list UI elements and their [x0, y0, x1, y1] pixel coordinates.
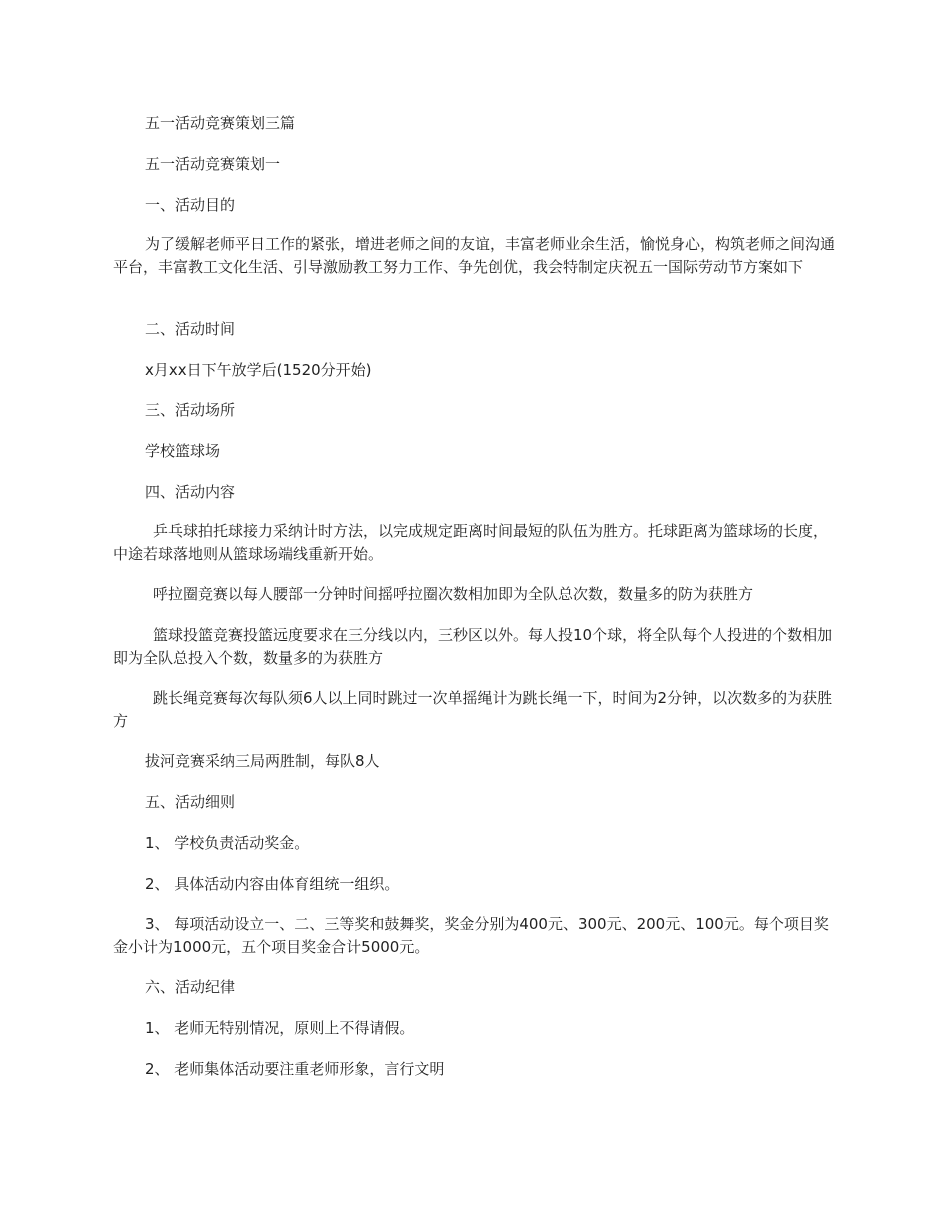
rules-item-3: 3、 每项活动设立一、二、三等奖和鼓舞奖，奖金分别为400元、300元、200元、100元。每个项目奖金小计为1000元，五个项目奖金合计5000元。	[113, 915, 829, 956]
section-body-venue: 学校篮球场	[145, 442, 221, 460]
content-item-tug-of-war: 拔河竞赛采纳三局两胜制，每队8人	[145, 752, 380, 770]
content-item-pingpong: 乒乓球拍托球接力采纳计时方法，以完成规定距离时间最短的队伍为胜方。托球距离为篮球场的长度，中途若球落地则从篮球场端线重新开始。	[113, 522, 829, 563]
discipline-item-2: 2、 老师集体活动要注重老师形象，言行文明	[145, 1060, 445, 1078]
section-body-time: x月xx日下午放学后(1520分开始)	[145, 361, 372, 379]
content-item-jump-rope: 跳长绳竞赛每次每队须6人以上同时跳过一次单摇绳计为跳长绳一下，时间为2分钟，以次数多的为获胜方	[113, 689, 833, 730]
section-heading-purpose: 一、活动目的	[145, 196, 236, 214]
section-body-purpose: 为了缓解老师平日工作的紧张，增进老师之间的友谊，丰富老师业余生活，愉悦身心，构筑老师之间沟通平台，丰富教工文化生活、引导激励教工努力工作、争先创优，我会特制定庆祝五一国际劳动节方案如下	[113, 235, 836, 276]
section-heading-content: 四、活动内容	[145, 483, 236, 501]
discipline-item-1: 1、 老师无特别情况，原则上不得请假。	[145, 1019, 415, 1037]
document-subtitle: 五一活动竞赛策划一	[145, 155, 281, 173]
section-heading-venue: 三、活动场所	[145, 401, 236, 419]
document-title: 五一活动竞赛策划三篇	[145, 114, 296, 132]
section-heading-discipline: 六、活动纪律	[145, 978, 236, 996]
rules-item-1: 1、 学校负责活动奖金。	[145, 834, 310, 852]
section-heading-rules: 五、活动细则	[145, 793, 236, 811]
rules-item-2: 2、 具体活动内容由体育组统一组织。	[145, 875, 400, 893]
content-item-basketball: 篮球投篮竞赛投篮远度要求在三分线以内，三秒区以外。每人投10个球，将全队每个人投进的个数相加即为全队总投入个数，数量多的为获胜方	[113, 626, 833, 667]
content-item-hula-hoop: 呼拉圈竞赛以每人腰部一分钟时间摇呼拉圈次数相加即为全队总次数，数量多的防为获胜方	[153, 585, 754, 603]
section-heading-time: 二、活动时间	[145, 320, 236, 338]
